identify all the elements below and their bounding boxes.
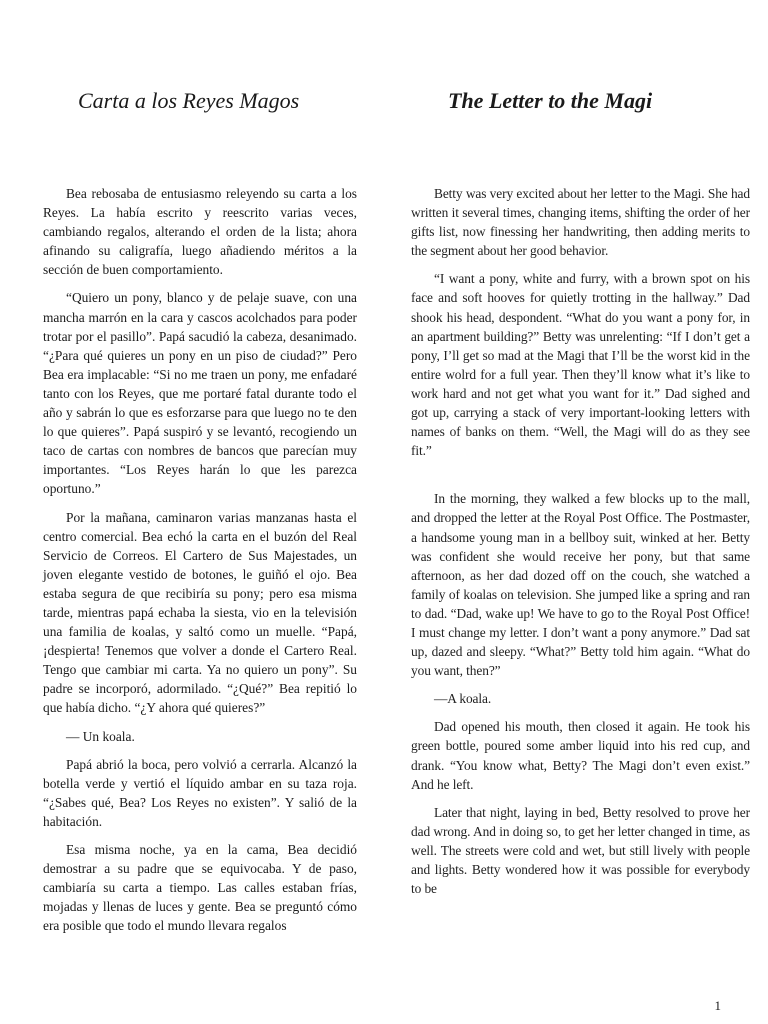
spanish-paragraph-4: — Un koala. xyxy=(66,728,135,744)
spanish-paragraph-2: “Quiero un pony, blanco y de pelaje suave, con una mancha marrón en la cara y cascos acolchados para poder trotar por el pasillo”. Papá sacudió la cabeza, desanimado. “¿Para qué quieres un pony en un piso de ciudad?” Pero Bea era implacable: “Si no me traen un pony, me enfadaré tanto con los Reyes, que me portaré fatal durante todo el año y sabrán lo que es esforzarse para que luego no te den lo que quieres”. Papá suspiró y se levantó, recogiendo un taco de cartas con nombres de bancos que parecían muy importantes. “Los Reyes harán lo que les parezca oportuno.” xyxy=(43,290,357,497)
paragraph-gap xyxy=(411,469,750,489)
english-paragraph-6: Later that night, laying in bed, Betty resolved to prove her dad wrong. And in doing so, to get her letter changed in time, as well. The streets were cold and wet, but still lively with people and lights. Betty wondered how it was possible for everybody to be xyxy=(411,804,750,897)
english-column xyxy=(411,184,750,907)
spanish-paragraph-6: Esa misma noche, ya en la cama, Bea decidió demostrar a su padre que se equivocaba. Y de paso, cambiaría su carta a tiempo. Las calles estaban frías, mojadas y llenas de luces y gente. Bea se preguntó cómo era posible que todo el mundo llevara regalos xyxy=(43,842,357,934)
page-number: 1 xyxy=(714,998,721,1013)
spanish-column xyxy=(43,184,357,944)
english-paragraph-4: —A koala. xyxy=(434,691,492,707)
spanish-title: Carta a los Reyes Magos xyxy=(78,88,300,113)
english-title: The Letter to the Magi xyxy=(448,88,653,113)
english-paragraph-3: In the morning, they walked a few blocks up to the mall, and dropped the letter at the Royal Post Office. The Postmaster, a handsome young man in a bellboy suit, winked at her. Betty was confident she would receive her pony, but that same afternoon, as her dad dozed off on the couch, she watched a family of koalas on television. She jumped like a spring and ran to dad. “Dad, wake up! We have to go to the Royal Post Office! I must change my letter. I don’t want a pony anymore.” Dad sat up, dazed and sleepy. “What?” Betty told him again. “What do you want, then?” xyxy=(411,491,750,679)
english-paragraph-1: Betty was very excited about her letter to the Magi. She had written it several times, changing items, shifting the order of her gifts list, now finessing her handwriting, then adding merits to the segment about her good behavior. xyxy=(411,186,750,259)
spanish-paragraph-3: Por la mañana, caminaron varias manzanas hasta el centro comercial. Bea echó la carta en el buzón del Real Servicio de Correos. El Cartero de Sus Majestades, un joven elegante vestido de botones, le guiñó el ojo. Bea estaba segura de que recibiría su pony; pero esa misma tarde, mientras papá echaba la siesta, vio en la televisión una familia de koalas, y saltó como un muelle. “Papá, ¡despierta! Tenemos que volver a donde el Cartero Real. Tengo que cambiar mi carta. Ya no quiero un pony”. Su padre se incorporó, adormilado. “¿Qué?” Bea repitió lo que había dicho. “¿Y ahora qué quieres?” xyxy=(43,509,357,716)
english-paragraph-2: “I want a pony, white and furry, with a brown spot on his face and soft hooves for quietly trotting in the hallway.” Dad shook his head, despondent. “What do you want a pony for, in an apartment building?” Betty was unrelenting: “If I don’t get a pony, I’ll get so mad at the Magi that I’ll be the worst kid in the entire wolrd for a full year. Then they’ll know what it’s like to work hard and not get what you want for it.” Dad sighed and got up, carrying a stack of very important-looking letters with names of banks on them. “Well, the Magi will do as they see fit.” xyxy=(411,271,750,459)
english-paragraph-5: Dad opened his mouth, then closed it again. He took his green bottle, poured some amber liquid into his red cup, and drank. “You know what, Betty? The Magi don’t even exist.” And he left. xyxy=(411,719,750,792)
spanish-paragraph-1: Bea rebosaba de entusiasmo releyendo su carta a los Reyes. La había escrito y reescrito varias veces, cambiando regalos, alterando el orden de la lista; ahora afinando su caligrafía, luego añadiendo méritos a la sección de buen comportamiento. xyxy=(43,186,357,278)
spanish-paragraph-5: Papá abrió la boca, pero volvió a cerrarla. Alcanzó la botella verde y vertió el líquido ambar en su taza roja. “¿Sabes qué, Bea? Los Reyes no existen”. Y salió de la habitación. xyxy=(43,756,357,829)
